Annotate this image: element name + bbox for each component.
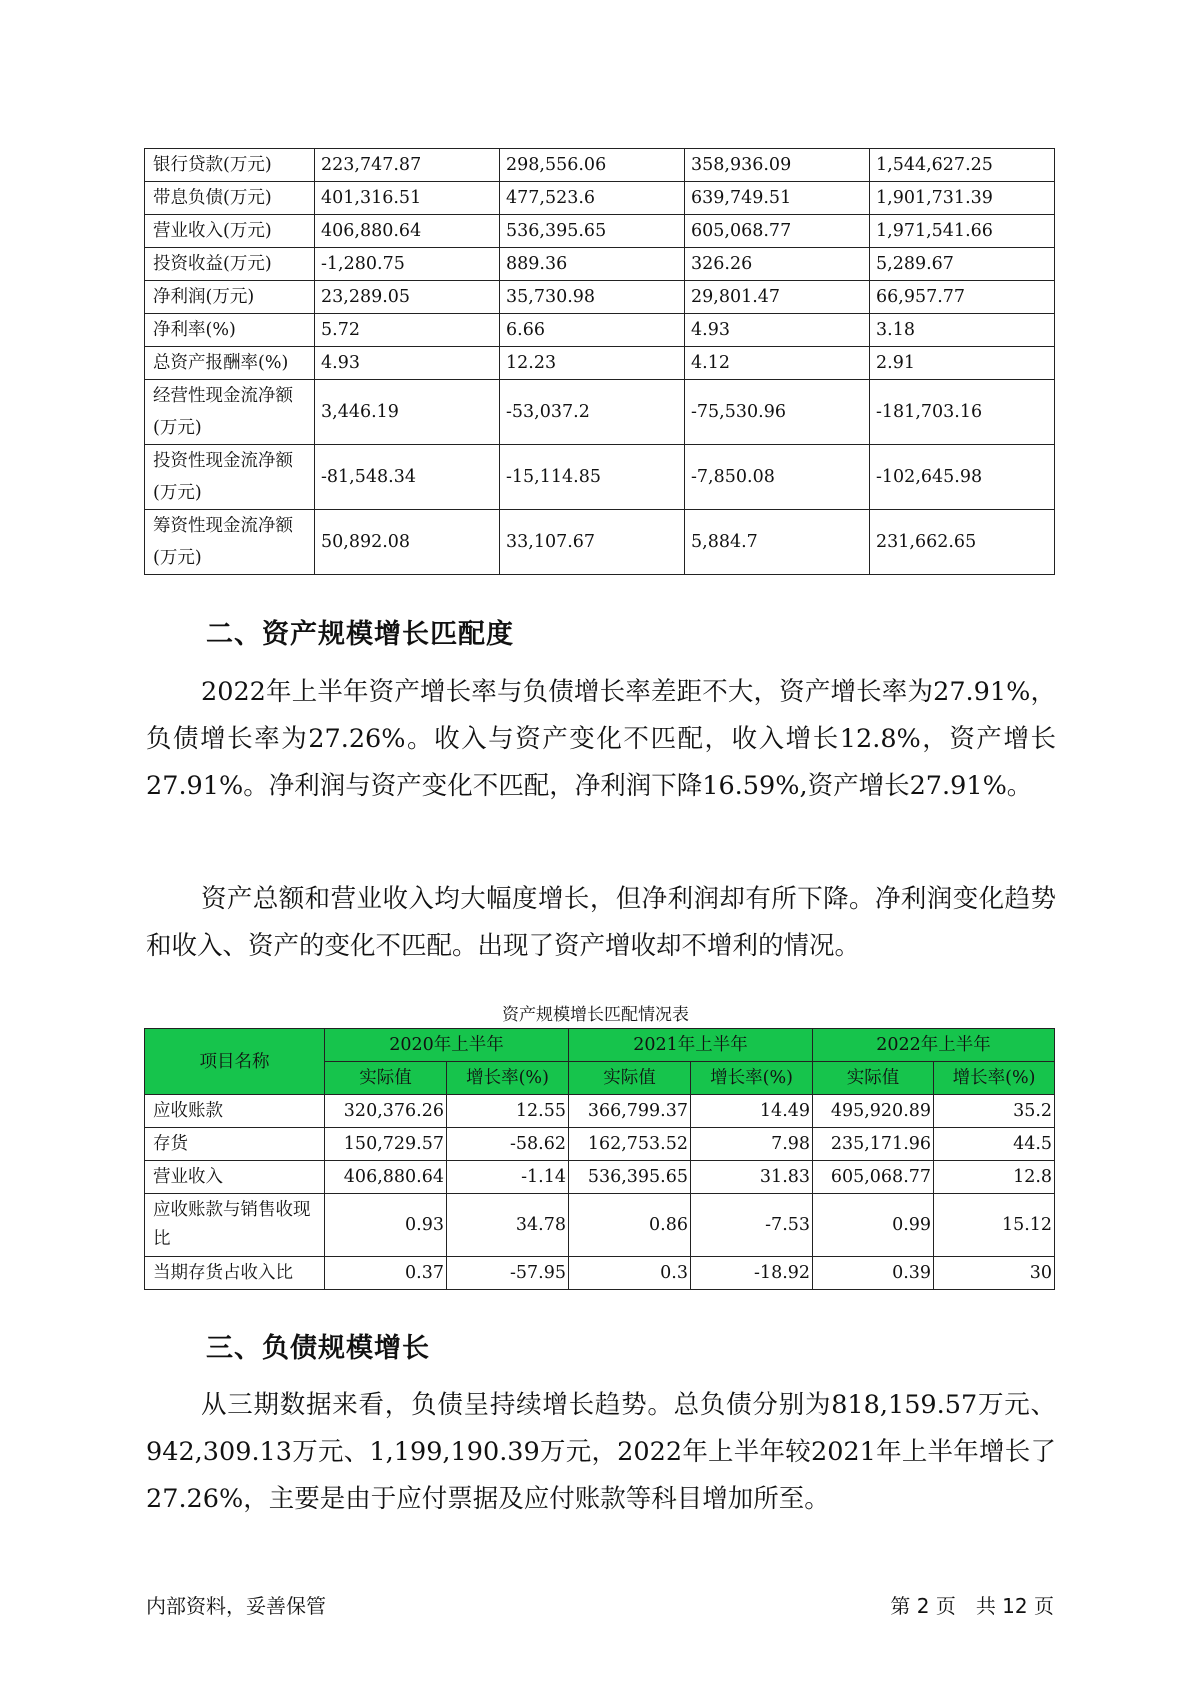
row-label: 应收账款	[145, 1095, 325, 1128]
actual-value-header: 实际值	[325, 1062, 447, 1095]
row-label: 净利润(万元)	[145, 281, 315, 314]
period-header: 2022年上半年	[813, 1029, 1055, 1062]
cell-value: -181,703.16	[870, 380, 1055, 445]
table-row	[145, 1095, 1055, 1128]
table-caption: 资产规模增长匹配情况表	[502, 1005, 689, 1025]
cell-value: 477,523.6	[500, 182, 685, 215]
cell-value: 0.86	[569, 1194, 691, 1257]
row-label: 应收账款与销售收现比	[145, 1194, 325, 1257]
cell-value: 30	[934, 1257, 1055, 1290]
cell-value: 495,920.89	[813, 1095, 934, 1128]
cell-value: 6.66	[500, 314, 685, 347]
financial-indicators-table	[144, 148, 1055, 575]
cell-value: 162,753.52	[569, 1128, 691, 1161]
cell-value: 35.2	[934, 1095, 1055, 1128]
row-label: 当期存货占收入比	[145, 1257, 325, 1290]
cell-value: -7,850.08	[685, 445, 870, 510]
growth-rate-header: 增长率(%)	[934, 1062, 1055, 1095]
table-row	[145, 347, 1055, 380]
table-row	[145, 1128, 1055, 1161]
cell-value: 235,171.96	[813, 1128, 934, 1161]
cell-value: 3,446.19	[315, 380, 500, 445]
cell-value: 4.12	[685, 347, 870, 380]
row-label: 总资产报酬率(%)	[145, 347, 315, 380]
row-label: 营业收入(万元)	[145, 215, 315, 248]
row-label: 投资收益(万元)	[145, 248, 315, 281]
cell-value: 358,936.09	[685, 149, 870, 182]
cell-value: 406,880.64	[325, 1161, 447, 1194]
row-label: 营业收入	[145, 1161, 325, 1194]
cell-value: 605,068.77	[685, 215, 870, 248]
cell-value: 320,376.26	[325, 1095, 447, 1128]
cell-value: -81,548.34	[315, 445, 500, 510]
growth-rate-header: 增长率(%)	[447, 1062, 569, 1095]
cell-value: 2.91	[870, 347, 1055, 380]
cell-value: 12.55	[447, 1095, 569, 1128]
cell-value: 4.93	[315, 347, 500, 380]
cell-value: 889.36	[500, 248, 685, 281]
cell-value: 3.18	[870, 314, 1055, 347]
cell-value: 406,880.64	[315, 215, 500, 248]
cell-value: 15.12	[934, 1194, 1055, 1257]
cell-value: 44.5	[934, 1128, 1055, 1161]
cell-value: -75,530.96	[685, 380, 870, 445]
cell-value: 366,799.37	[569, 1095, 691, 1128]
section-heading: 三、负债规模增长	[206, 1333, 430, 1364]
cell-value: 33,107.67	[500, 510, 685, 575]
cell-value: -1,280.75	[315, 248, 500, 281]
cell-value: 639,749.51	[685, 182, 870, 215]
row-label: 净利率(%)	[145, 314, 315, 347]
cell-value: 326.26	[685, 248, 870, 281]
cell-value: -15,114.85	[500, 445, 685, 510]
table-row	[145, 1257, 1055, 1290]
row-label: 银行贷款(万元)	[145, 149, 315, 182]
table-row	[145, 314, 1055, 347]
cell-value: 0.93	[325, 1194, 447, 1257]
cell-value: -57.95	[447, 1257, 569, 1290]
period-header: 2021年上半年	[569, 1029, 813, 1062]
cell-value: 12.8	[934, 1161, 1055, 1194]
cell-value: 50,892.08	[315, 510, 500, 575]
page-number: 第 2 页 共 12 页	[890, 1594, 1054, 1618]
table-row	[145, 182, 1055, 215]
table-row	[145, 149, 1055, 182]
cell-value: 5,289.67	[870, 248, 1055, 281]
cell-value: 5.72	[315, 314, 500, 347]
cell-value: 536,395.65	[500, 215, 685, 248]
cell-value: 0.99	[813, 1194, 934, 1257]
actual-value-header: 实际值	[813, 1062, 934, 1095]
cell-value: 298,556.06	[500, 149, 685, 182]
cell-value: 5,884.7	[685, 510, 870, 575]
cell-value: 223,747.87	[315, 149, 500, 182]
cell-value: 14.49	[691, 1095, 813, 1128]
table-row	[145, 1161, 1055, 1194]
paragraph: 资产总额和营业收入均大幅度增长，但净利润却有所下降。净利润变化趋势和收入、资产的变化不匹配。出现了资产增收却不增利的情况。	[146, 884, 1056, 961]
table-row	[145, 380, 1055, 445]
cell-value: -18.92	[691, 1257, 813, 1290]
item-name-header: 项目名称	[145, 1029, 325, 1095]
cell-value: 605,068.77	[813, 1161, 934, 1194]
cell-value: 66,957.77	[870, 281, 1055, 314]
cell-value: 1,901,731.39	[870, 182, 1055, 215]
section-heading: 二、资产规模增长匹配度	[206, 619, 514, 650]
footer-confidential-note: 内部资料，妥善保管	[146, 1594, 326, 1618]
cell-value: -7.53	[691, 1194, 813, 1257]
cell-value: -58.62	[447, 1128, 569, 1161]
header-row	[145, 1029, 1055, 1062]
row-label: 带息负债(万元)	[145, 182, 315, 215]
paragraph: 从三期数据来看，负债呈持续增长趋势。总负债分别为818,159.57万元、942,309.13万元、1,199,190.39万元，2022年上半年较2021年上半年增长了27.26%，主要是由于应付票据及应付账款等科目增加所至。	[146, 1390, 1056, 1514]
paragraph: 2022年上半年资产增长率与负债增长率差距不大，资产增长率为27.91%，负债增长率为27.26%。收入与资产变化不匹配，收入增长12.8%，资产增长27.91%。净利润与资产变化不匹配，净利润下降16.59%,资产增长27.91%。	[146, 677, 1056, 801]
cell-value: 0.3	[569, 1257, 691, 1290]
table-row	[145, 248, 1055, 281]
cell-value: 231,662.65	[870, 510, 1055, 575]
cell-value: 536,395.65	[569, 1161, 691, 1194]
cell-value: -1.14	[447, 1161, 569, 1194]
table-row	[145, 1194, 1055, 1257]
table-row	[145, 510, 1055, 575]
cell-value: 1,544,627.25	[870, 149, 1055, 182]
table-row	[145, 281, 1055, 314]
period-header: 2020年上半年	[325, 1029, 569, 1062]
cell-value: 35,730.98	[500, 281, 685, 314]
row-label: 经营性现金流净额(万元)	[145, 380, 315, 445]
cell-value: 29,801.47	[685, 281, 870, 314]
cell-value: -53,037.2	[500, 380, 685, 445]
table-row	[145, 445, 1055, 510]
row-label: 存货	[145, 1128, 325, 1161]
actual-value-header: 实际值	[569, 1062, 691, 1095]
cell-value: 34.78	[447, 1194, 569, 1257]
growth-rate-header: 增长率(%)	[691, 1062, 813, 1095]
cell-value: 31.83	[691, 1161, 813, 1194]
asset-growth-match-table	[144, 1028, 1055, 1290]
table-row	[145, 215, 1055, 248]
cell-value: 0.37	[325, 1257, 447, 1290]
row-label: 投资性现金流净额(万元)	[145, 445, 315, 510]
cell-value: 1,971,541.66	[870, 215, 1055, 248]
cell-value: 401,316.51	[315, 182, 500, 215]
cell-value: 150,729.57	[325, 1128, 447, 1161]
cell-value: 7.98	[691, 1128, 813, 1161]
cell-value: 12.23	[500, 347, 685, 380]
cell-value: -102,645.98	[870, 445, 1055, 510]
row-label: 筹资性现金流净额(万元)	[145, 510, 315, 575]
cell-value: 4.93	[685, 314, 870, 347]
cell-value: 0.39	[813, 1257, 934, 1290]
cell-value: 23,289.05	[315, 281, 500, 314]
